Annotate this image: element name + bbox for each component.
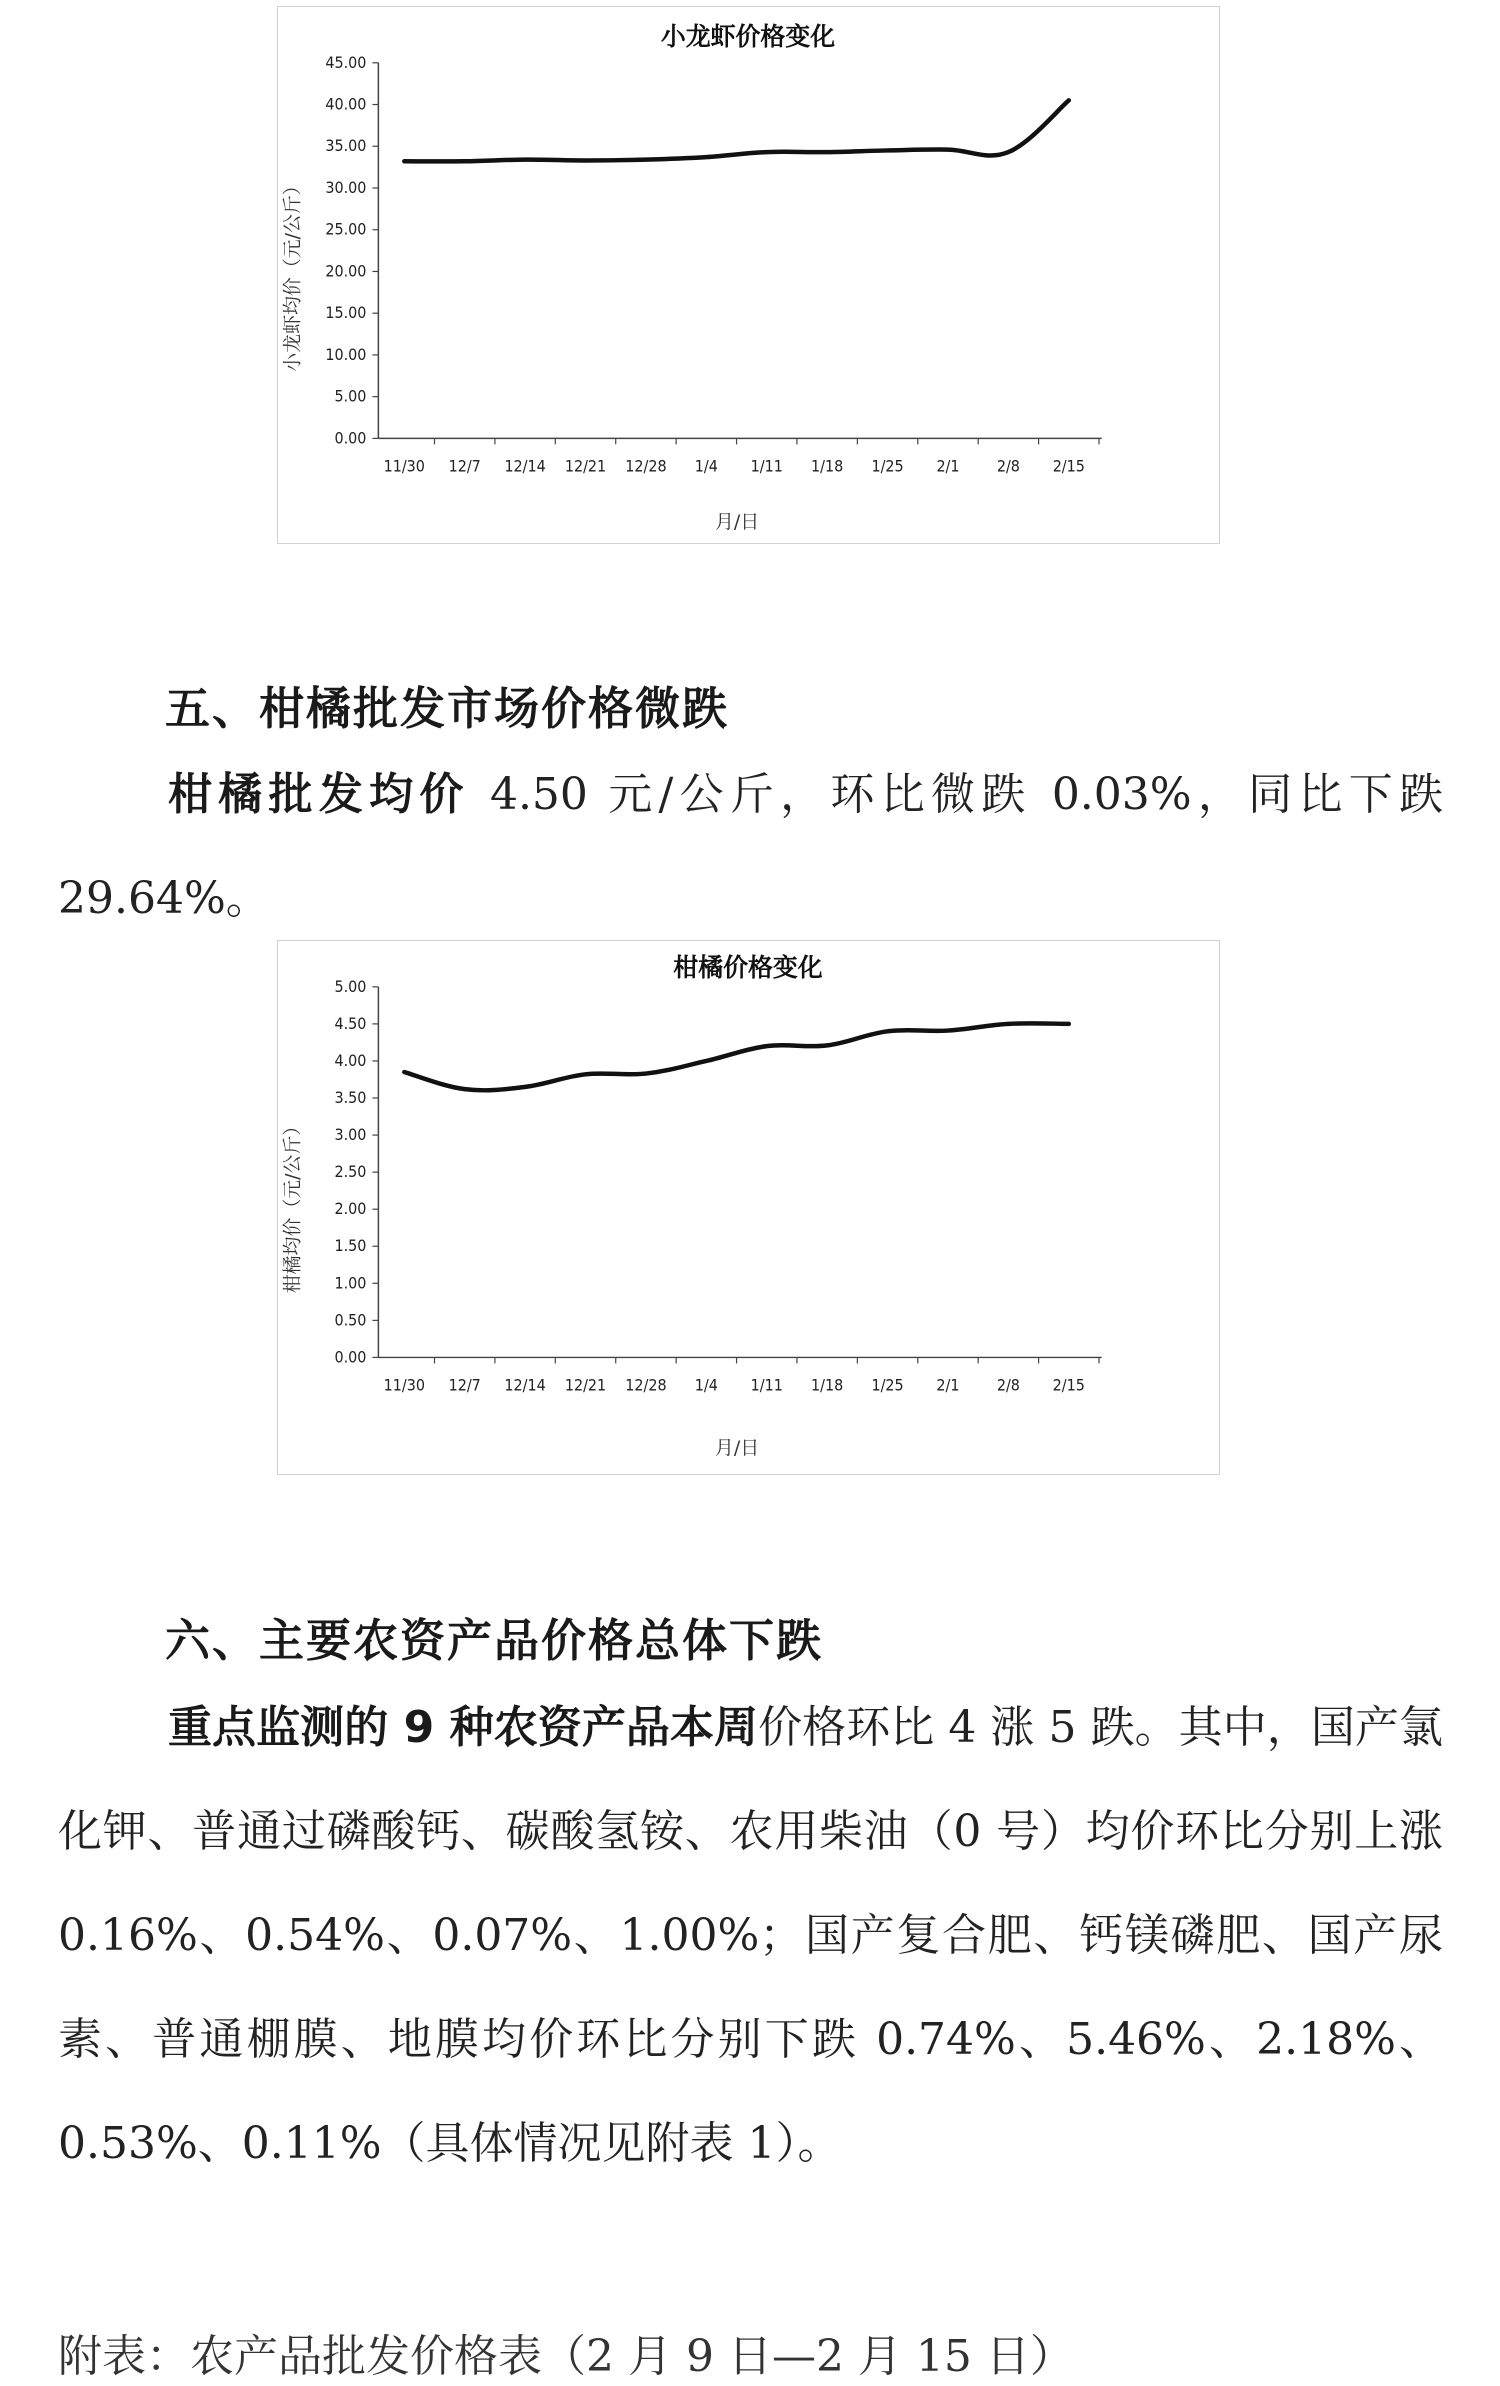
x-tick-label: 2/8: [996, 1375, 1020, 1395]
y-tick-label: 5.00: [334, 976, 367, 996]
x-tick-label: 1/11: [750, 456, 783, 476]
x-tick-label: 1/4: [694, 1375, 718, 1395]
x-tick-label: 12/14: [504, 456, 546, 476]
x-tick-label: 12/28: [625, 1375, 667, 1395]
x-tick-label: 2/15: [1052, 1375, 1085, 1395]
x-tick-label: 1/4: [694, 456, 718, 476]
x-tick-label: 11/30: [383, 456, 425, 476]
citrus-chart-svg: [278, 941, 1219, 1474]
crayfish-price-chart: [277, 6, 1220, 544]
x-tick-label: 12/7: [448, 456, 481, 476]
y-tick-label: 2.50: [334, 1162, 367, 1182]
x-tick-label: 2/1: [936, 456, 960, 476]
citrus-price-chart: [277, 940, 1220, 1475]
x-tick-label: 12/21: [564, 456, 607, 476]
y-tick-label: 40.00: [325, 94, 367, 114]
y-tick-label: 45.00: [325, 52, 367, 72]
y-axis-label: 柑橘均价（元/公斤）: [281, 1116, 304, 1294]
x-axis-label: 月/日: [714, 1437, 760, 1460]
x-tick-label: 1/18: [811, 1375, 844, 1395]
x-tick-label: 12/7: [448, 1375, 481, 1395]
y-tick-label: 35.00: [325, 136, 367, 156]
farm-inputs-paragraph: [58, 1676, 1443, 2196]
citrus-lead: 柑橘批发均价: [168, 769, 470, 820]
y-tick-label: 20.00: [325, 261, 367, 281]
x-axis-label: 月/日: [714, 511, 760, 534]
y-tick-label: 4.50: [334, 1013, 367, 1033]
citrus-paragraph: [58, 743, 1443, 951]
y-tick-label: 4.00: [334, 1050, 367, 1070]
y-tick-label: 25.00: [325, 219, 367, 239]
x-tick-label: 1/11: [750, 1375, 783, 1395]
y-tick-label: 5.00: [334, 386, 367, 406]
y-tick-label: 30.00: [325, 177, 367, 197]
y-tick-label: 3.00: [334, 1125, 367, 1145]
farm-inputs-lead: 重点监测的 9 种农资产品本周: [168, 1702, 759, 1753]
x-tick-label: 2/8: [996, 456, 1020, 476]
y-axis-label: 小龙虾均价（元/公斤）: [281, 176, 304, 372]
x-tick-label: 1/25: [871, 456, 904, 476]
x-tick-label: 12/21: [564, 1375, 607, 1395]
appendix-caption: 附表：农产品批发价格表（2 月 9 日—2 月 15 日）: [58, 2331, 1074, 2382]
y-tick-label: 10.00: [325, 344, 367, 364]
y-tick-label: 1.00: [334, 1273, 367, 1293]
x-tick-label: 1/25: [871, 1375, 904, 1395]
y-tick-label: 0.00: [334, 428, 367, 448]
y-tick-label: 1.50: [334, 1236, 367, 1256]
x-tick-label: 1/18: [811, 456, 844, 476]
section-heading-citrus: 五、柑橘批发市场价格微跌: [165, 682, 730, 735]
price-series-line: [404, 100, 1069, 161]
x-tick-label: 2/15: [1052, 456, 1085, 476]
section-heading-farm-inputs: 六、主要农资产品价格总体下跌: [165, 1614, 824, 1667]
chart-title: 小龙虾价格变化: [660, 21, 836, 51]
x-tick-label: 12/28: [625, 456, 667, 476]
price-series-line: [404, 1023, 1069, 1090]
chart-title: 柑橘价格变化: [673, 952, 823, 982]
y-tick-label: 2.00: [334, 1199, 367, 1219]
x-tick-label: 11/30: [383, 1375, 425, 1395]
y-tick-label: 15.00: [325, 303, 367, 323]
citrus-body: 4.50 元/公斤，环比微跌 0.03%，同比下跌 29.64%。: [58, 769, 1443, 924]
y-tick-label: 0.50: [334, 1310, 367, 1330]
x-tick-label: 2/1: [936, 1375, 960, 1395]
crayfish-chart-svg: [278, 7, 1219, 543]
y-tick-label: 3.50: [334, 1087, 367, 1107]
y-tick-label: 0.00: [334, 1347, 367, 1367]
farm-inputs-body: 价格环比 4 涨 5 跌。其中，国产氯化钾、普通过磷酸钙、碳酸氢铵、农用柴油（0 号）均价环比分别上涨 0.16%、0.54%、0.07%、1.00%；国产复合肥、钙镁磷肥、国产尿素、普通棚膜、地膜均价环比分别下跌 0.74%、5.46%、2.18%、0.53%、0.11%（具体情况见附表 1）。: [58, 1702, 1443, 2169]
x-tick-label: 12/14: [504, 1375, 546, 1395]
